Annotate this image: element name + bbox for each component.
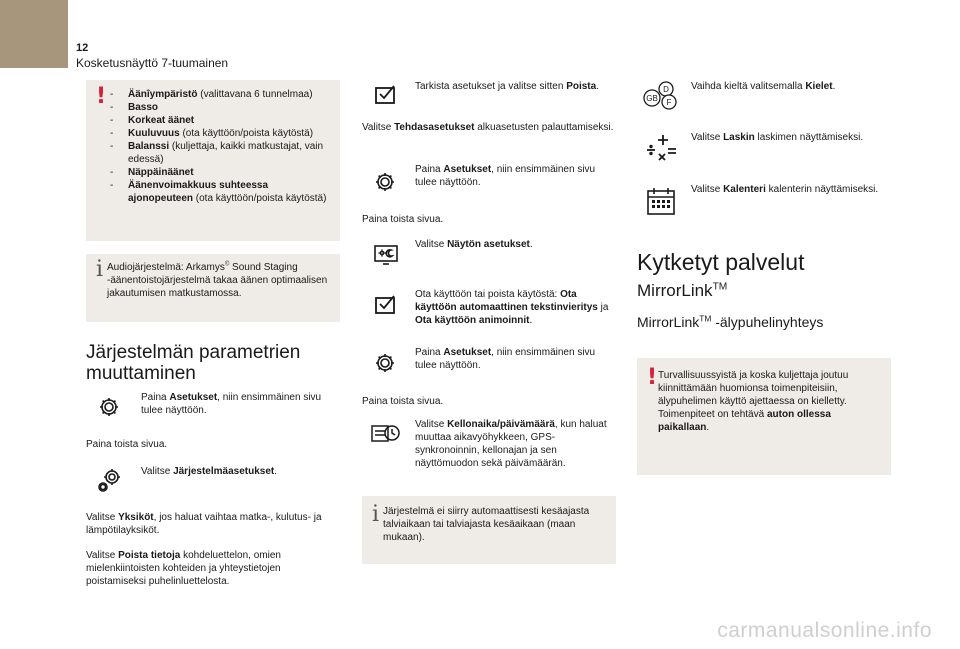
warning-list bbox=[86, 80, 340, 213]
settings-icon bbox=[96, 393, 124, 421]
warning-text: Turvallisuussyistä ja koska kuljettaja joutuu kiinnittämään huomionsa toimenpiteisiin, älypuhelimen käyttö ajettaessa on kielletty. Toimenpiteet on tehtävä auton ollessa paikallaan. bbox=[658, 370, 849, 433]
page-tab bbox=[0, 0, 68, 68]
calendar-icon bbox=[645, 185, 677, 217]
subtitle-mirrorlink: MirrorLink™ bbox=[637, 281, 728, 300]
checkbox-icon bbox=[372, 290, 400, 318]
list-item: - Basso bbox=[110, 102, 159, 113]
info-box bbox=[86, 254, 340, 322]
step-calendar: Valitse Kalenteri kalenterin näyttämiseksi. bbox=[691, 184, 879, 195]
calculator-icon bbox=[643, 132, 679, 164]
step-enable-animations: Ota käyttöön tai poista käytöstä: Ota käyttöön automaattinen tekstinvieritys ja Ota käyttöön animoinnit. bbox=[415, 289, 609, 326]
step-display-settings: Valitse Näytön asetukset. bbox=[415, 239, 533, 250]
page-number: 12 bbox=[76, 42, 89, 54]
info-box bbox=[362, 496, 616, 564]
lang-gb-text: GB bbox=[646, 94, 658, 103]
step-open-settings: Paina Asetukset, niin ensimmäinen sivu tulee näyttöön. bbox=[141, 392, 322, 416]
settings-icon bbox=[372, 168, 400, 196]
language-icon bbox=[639, 80, 679, 112]
confirm-check-icon bbox=[372, 80, 400, 108]
section-title-connected-services: Kytketyt palvelut bbox=[637, 249, 805, 275]
column-1 bbox=[86, 80, 340, 587]
step-open-settings-3: Paina Asetukset, niin ensimmäinen sivu tulee näyttöön. bbox=[415, 347, 596, 371]
info-icon: i bbox=[96, 257, 104, 282]
display-settings-icon bbox=[372, 240, 400, 268]
section-title-system-params: Järjestelmän parametrien muuttaminen bbox=[86, 342, 301, 384]
watermark: carmanualsonline.info bbox=[717, 619, 932, 642]
info-text: Audiojärjestelmä: Arkamys© Sound Staging -äänentoistojärjestelmä takaa äänen optimaalisen jakautumisen matkustamossa. bbox=[107, 261, 328, 299]
step-open-settings-2: Paina Asetukset, niin ensimmäinen sivu tulee näyttöön. bbox=[415, 164, 596, 188]
para-factory-reset: Valitse Tehdasasetukset alkuasetusten palauttamiseksi. bbox=[362, 122, 614, 133]
step-calculator: Valitse Laskin laskimen näyttämiseksi. bbox=[691, 132, 864, 143]
list-item: - Balanssi (kuljettaja, kaikki matkustajat, vain edessä) bbox=[110, 141, 324, 165]
para-units: Valitse Yksiköt, jos haluat vaihtaa matka-, kulutus- ja lämpötilayksiköt. bbox=[86, 512, 322, 536]
list-item: - Kuuluvuus (ota käyttöön/poista käytöstä) bbox=[110, 128, 314, 139]
clock-date-icon bbox=[370, 420, 402, 448]
step-languages: Vaihda kieltä valitsemalla Kielet. bbox=[691, 81, 836, 92]
info-text: Järjestelmä ei siirry automaattisesti kesäajasta talviaikaan tai talviajasta kesäaikaan (maan mukaan). bbox=[383, 506, 590, 543]
settings-icon bbox=[372, 349, 400, 377]
info-icon: i bbox=[372, 502, 380, 527]
para-second-page-3: Paina toista sivua. bbox=[362, 396, 444, 407]
list-item: - Korkeat äänet bbox=[110, 115, 195, 126]
subtitle-mirrorlink-connection: MirrorLink™ -älypuhelinyhteys bbox=[637, 313, 824, 330]
step-check-delete: Tarkista asetukset ja valitse sitten Poista. bbox=[415, 81, 599, 92]
warning-icon: ! bbox=[647, 365, 658, 390]
warning-box bbox=[86, 80, 340, 241]
list-item: - Äänîympäristö (valittavana 6 tunnelmaa) bbox=[110, 89, 313, 100]
lang-d-text: D bbox=[663, 85, 669, 94]
system-settings-icon bbox=[96, 466, 124, 494]
step-system-settings: Valitse Järjestelmäasetukset. bbox=[141, 466, 278, 477]
lang-f-text: F bbox=[666, 98, 672, 107]
page-header-title: Kosketusnäyttö 7-tuumainen bbox=[76, 56, 229, 70]
para-delete-data: Valitse Poista tietoja kohdeluettelon, omien mielenkiintoisten kohteiden ja yhteystietojen poistamiseksi puhelinluettelosta. bbox=[86, 550, 281, 587]
para-second-page-2: Paina toista sivua. bbox=[362, 214, 444, 225]
step-clock-date: Valitse Kellonaika/päivämäärä, kun haluat muuttaa aikavyöhykkeen, GPS-synkronoinnin, kellonajan ja sen näyttömuodon sekä päivämäärän. bbox=[415, 419, 607, 469]
warning-icon: ! bbox=[96, 84, 107, 109]
list-item: - Näppäinäänet bbox=[110, 167, 194, 178]
list-item: - Äänenvoimakkuus suhteessa ajonopeuteen (ota käyttöön/poista käytöstä) bbox=[110, 180, 327, 204]
warning-box bbox=[637, 358, 891, 475]
para-second-page: Paina toista sivua. bbox=[86, 439, 168, 450]
